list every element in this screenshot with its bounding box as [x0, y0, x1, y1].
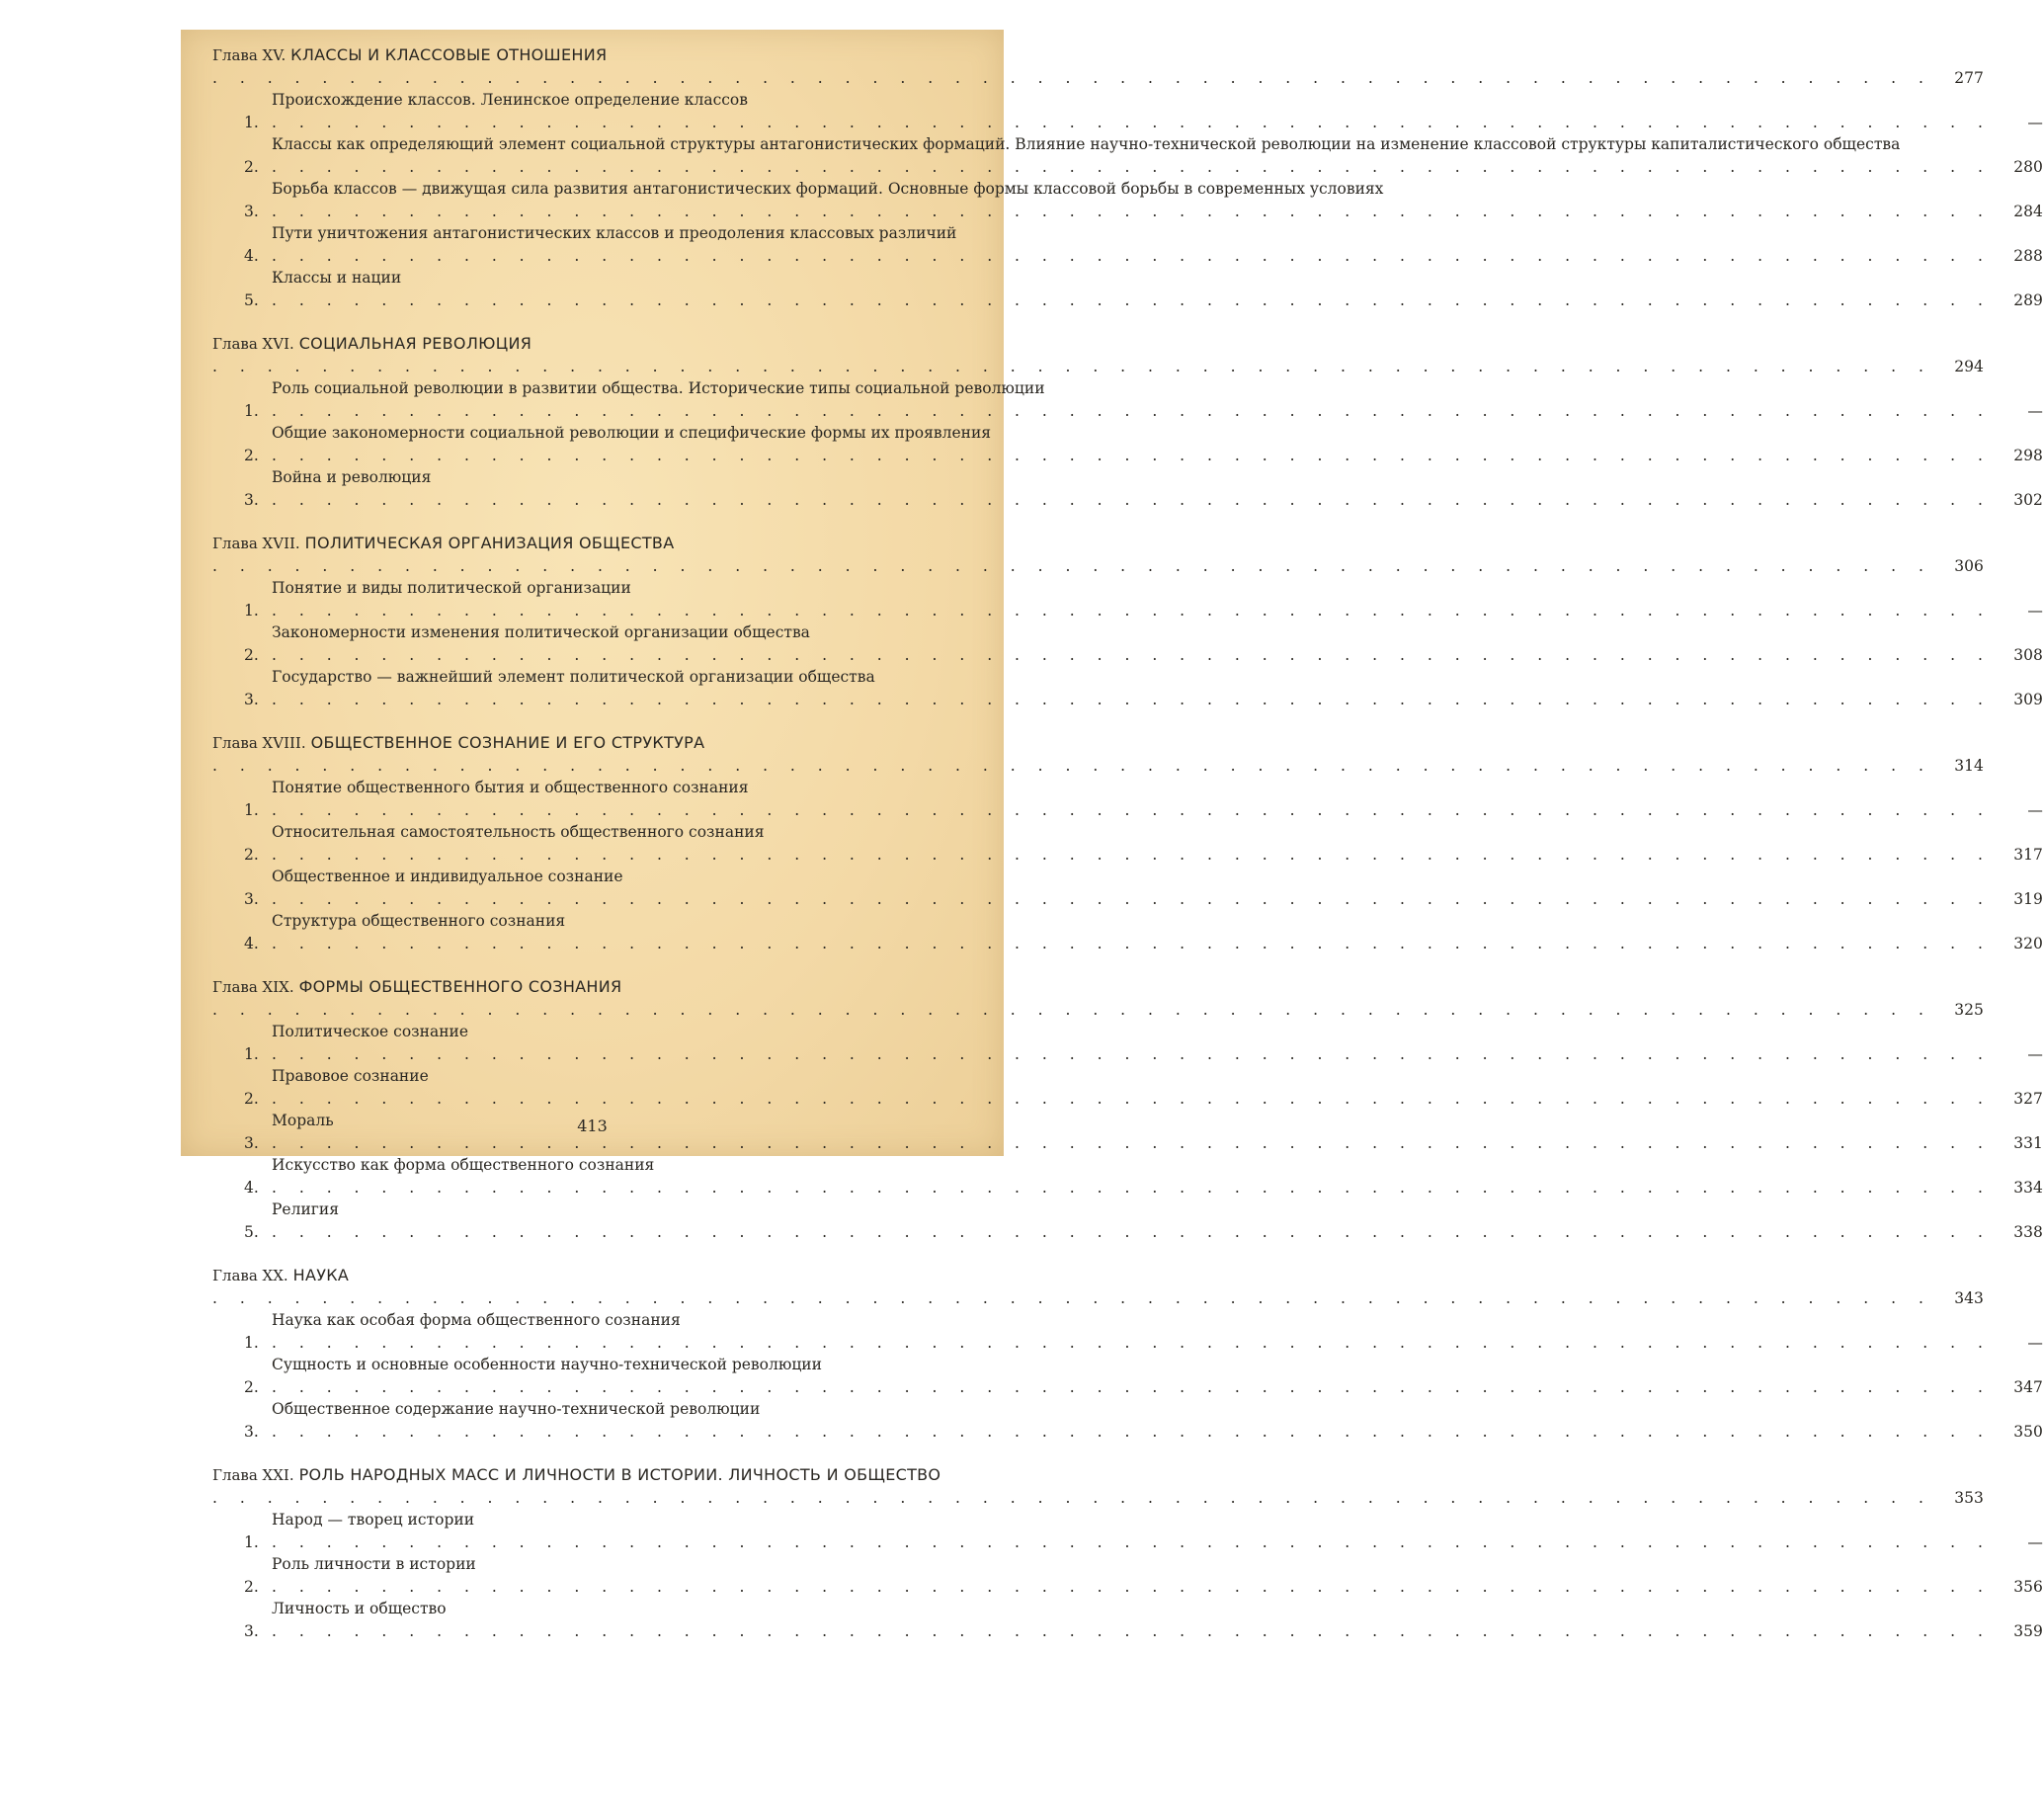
section-page: 338 [2013, 1222, 2043, 1241]
section-title-wrap [272, 1021, 1992, 1065]
leader-dots: . . . . . . . . . . . . . . . . . . . . . . . . . . . . . . . . . . . . . . . . . . . . . . . . . . . . . . . . . . . . . . . [272, 645, 1992, 664]
book-page [181, 30, 2043, 1640]
chapter-page: 306 [1954, 556, 1984, 575]
leader-dots: . . . . . . . . . . . . . . . . . . . . . . . . . . . . . . . . . . . . . . . . . . . . . . . . . . . . . . . . . . . . . . . [212, 556, 1932, 575]
toc-chapter [212, 533, 2043, 710]
section-title: Политическое сознание [272, 1023, 469, 1040]
section-title-wrap [272, 577, 1992, 621]
section-title: Народ — творец истории [272, 1511, 475, 1529]
leader-dots: . . . . . . . . . . . . . . . . . . . . . . . . . . . . . . . . . . . . . . . . . . . . . . . . . . . . . . . . . . . . . . . [272, 113, 1992, 131]
section-page: — [2027, 601, 2043, 620]
section-title: Искусство как форма общественного сознания [272, 1156, 655, 1174]
section-page: 298 [2013, 446, 2043, 464]
toc-section-row [212, 666, 2043, 710]
section-number: 2. [244, 1577, 259, 1596]
toc-chapter [212, 44, 2043, 311]
section-title-wrap [272, 1598, 1992, 1642]
leader-dots: . . . . . . . . . . . . . . . . . . . . . . . . . . . . . . . . . . . . . . . . . . . . . . . . . . . . . . . . . . . . . . . [212, 1000, 1932, 1019]
chapter-heading [212, 1464, 1932, 1509]
toc-section-row [212, 1021, 2043, 1065]
section-title-wrap [272, 422, 1992, 466]
chapter-name: КЛАССЫ И КЛАССОВЫЕ ОТНОШЕНИЯ [290, 45, 608, 64]
chapter-heading [212, 1265, 1932, 1309]
chapter-heading [212, 333, 1932, 377]
section-number: 4. [244, 246, 259, 265]
section-title: Роль социальной революции в развитии общества. Исторические типы социальной революции [272, 379, 1045, 397]
section-number: 4. [244, 934, 259, 952]
toc-section-row [212, 267, 2043, 311]
leader-dots: . . . . . . . . . . . . . . . . . . . . . . . . . . . . . . . . . . . . . . . . . . . . . . . . . . . . . . . . . . . . . . . [272, 601, 1992, 620]
toc-section-row [212, 1065, 2043, 1110]
chapter-label: Глава XV. [212, 46, 286, 64]
section-title-wrap [272, 267, 1992, 311]
chapter-name: ПОЛИТИЧЕСКАЯ ОРГАНИЗАЦИЯ ОБЩЕСТВА [304, 534, 675, 552]
section-number: 3. [244, 1422, 259, 1441]
section-number: 2. [244, 1089, 259, 1108]
section-number: 2. [244, 645, 259, 664]
section-title-wrap [272, 1553, 1992, 1598]
chapter-name: ФОРМЫ ОБЩЕСТВЕННОГО СОЗНАНИЯ [298, 977, 622, 996]
toc-chapter [212, 333, 2043, 511]
leader-dots: . . . . . . . . . . . . . . . . . . . . . . . . . . . . . . . . . . . . . . . . . . . . . . . . . . . . . . . . . . . . . . . [272, 202, 1992, 220]
section-title: Структура общественного сознания [272, 912, 566, 930]
section-title-wrap [272, 621, 1992, 666]
chapter-label: Глава XVII. [212, 535, 300, 552]
chapter-title-row [212, 333, 1984, 377]
toc-section-row [212, 866, 2043, 910]
leader-dots: . . . . . . . . . . . . . . . . . . . . . . . . . . . . . . . . . . . . . . . . . . . . . . . . . . . . . . . . . . . . . . . [212, 756, 1932, 775]
toc-section-row [212, 1398, 2043, 1443]
section-page: 308 [2013, 645, 2043, 664]
section-title-wrap [272, 1199, 1992, 1243]
leader-dots: . . . . . . . . . . . . . . . . . . . . . . . . . . . . . . . . . . . . . . . . . . . . . . . . . . . . . . . . . . . . . . . [272, 1044, 1992, 1063]
section-page: — [2027, 1532, 2043, 1551]
section-title: Наука как особая форма общественного сознания [272, 1311, 681, 1329]
section-title-wrap [272, 178, 1992, 222]
section-title: Правовое сознание [272, 1067, 429, 1085]
section-title-wrap [272, 821, 1992, 866]
section-number: 1. [244, 401, 259, 420]
section-number: 3. [244, 690, 259, 708]
section-page: 327 [2013, 1089, 2043, 1108]
section-title: Относительная самостоятельность общественного сознания [272, 823, 765, 841]
toc-section-row [212, 422, 2043, 466]
toc-section-row [212, 910, 2043, 954]
leader-dots: . . . . . . . . . . . . . . . . . . . . . . . . . . . . . . . . . . . . . . . . . . . . . . . . . . . . . . . . . . . . . . . [212, 1488, 1932, 1507]
toc-section-row [212, 621, 2043, 666]
section-number: 3. [244, 490, 259, 509]
section-page: 317 [2013, 845, 2043, 864]
toc-section-row [212, 1199, 2043, 1243]
leader-dots: . . . . . . . . . . . . . . . . . . . . . . . . . . . . . . . . . . . . . . . . . . . . . . . . . . . . . . . . . . . . . . . [272, 1377, 1992, 1396]
section-title-wrap [272, 910, 1992, 954]
section-number: 4. [244, 1178, 259, 1197]
section-title-wrap [272, 466, 1992, 511]
section-page: 350 [2013, 1422, 2043, 1441]
section-title: Закономерности изменения политической организации общества [272, 623, 810, 641]
leader-dots: . . . . . . . . . . . . . . . . . . . . . . . . . . . . . . . . . . . . . . . . . . . . . . . . . . . . . . . . . . . . . . . [272, 1178, 1992, 1197]
toc-chapter [212, 1265, 2043, 1443]
section-page: 302 [2013, 490, 2043, 509]
chapter-title-row [212, 533, 1984, 577]
section-page: — [2027, 800, 2043, 819]
leader-dots: . . . . . . . . . . . . . . . . . . . . . . . . . . . . . . . . . . . . . . . . . . . . . . . . . . . . . . . . . . . . . . . [272, 1422, 1992, 1441]
chapter-label: Глава XXI. [212, 1466, 294, 1484]
chapter-name: РОЛЬ НАРОДНЫХ МАСС И ЛИЧНОСТИ В ИСТОРИИ. ЛИЧНОСТЬ И ОБЩЕСТВО [298, 1465, 941, 1484]
leader-dots: . . . . . . . . . . . . . . . . . . . . . . . . . . . . . . . . . . . . . . . . . . . . . . . . . . . . . . . . . . . . . . . [272, 1577, 1992, 1596]
leader-dots: . . . . . . . . . . . . . . . . . . . . . . . . . . . . . . . . . . . . . . . . . . . . . . . . . . . . . . . . . . . . . . . [272, 157, 1992, 176]
toc-section-row [212, 89, 2043, 133]
section-title: Понятие общественного бытия и общественного сознания [272, 779, 749, 796]
chapter-title-row [212, 1265, 1984, 1309]
section-title-wrap [272, 1354, 1992, 1398]
leader-dots: . . . . . . . . . . . . . . . . . . . . . . . . . . . . . . . . . . . . . . . . . . . . . . . . . . . . . . . . . . . . . . . [272, 845, 1992, 864]
chapter-page: 325 [1954, 1000, 1984, 1019]
section-title-wrap [272, 1509, 1992, 1553]
section-title-wrap [272, 666, 1992, 710]
toc-section-row [212, 1509, 2043, 1553]
toc-section-row [212, 178, 2043, 222]
chapter-title-row [212, 44, 1984, 89]
leader-dots: . . . . . . . . . . . . . . . . . . . . . . . . . . . . . . . . . . . . . . . . . . . . . . . . . . . . . . . . . . . . . . . [272, 401, 1992, 420]
section-title: Общественное содержание научно-технической революции [272, 1400, 761, 1418]
section-title: Мораль [272, 1112, 334, 1129]
leader-dots: . . . . . . . . . . . . . . . . . . . . . . . . . . . . . . . . . . . . . . . . . . . . . . . . . . . . . . . . . . . . . . . [272, 889, 1992, 908]
section-title-wrap [272, 89, 1992, 133]
section-title: Пути уничтожения антагонистических классов и преодоления классовых различий [272, 224, 957, 242]
leader-dots: . . . . . . . . . . . . . . . . . . . . . . . . . . . . . . . . . . . . . . . . . . . . . . . . . . . . . . . . . . . . . . . [272, 1133, 1992, 1152]
chapter-label: Глава XIX. [212, 978, 294, 996]
table-of-contents [212, 44, 2043, 1664]
section-title: Общественное и индивидуальное сознание [272, 868, 623, 885]
section-number: 2. [244, 845, 259, 864]
section-title: Понятие и виды политической организации [272, 579, 631, 597]
chapter-heading [212, 533, 1932, 577]
section-number: 1. [244, 1532, 259, 1551]
leader-dots: . . . . . . . . . . . . . . . . . . . . . . . . . . . . . . . . . . . . . . . . . . . . . . . . . . . . . . . . . . . . . . . [272, 246, 1992, 265]
leader-dots: . . . . . . . . . . . . . . . . . . . . . . . . . . . . . . . . . . . . . . . . . . . . . . . . . . . . . . . . . . . . . . . [272, 800, 1992, 819]
toc-section-row [212, 1309, 2043, 1354]
section-number: 5. [244, 1222, 259, 1241]
toc-section-row [212, 466, 2043, 511]
section-number: 1. [244, 601, 259, 620]
toc-chapter [212, 976, 2043, 1243]
section-title-wrap [272, 777, 1992, 821]
section-number: 1. [244, 1333, 259, 1352]
chapter-heading [212, 732, 1932, 777]
section-page: 334 [2013, 1178, 2043, 1197]
section-number: 3. [244, 1621, 259, 1640]
section-number: 1. [244, 800, 259, 819]
section-title: Борьба классов — движущая сила развития антагонистических формаций. Основные формы классовой борьбы в современных условиях [272, 180, 1384, 198]
section-page: — [2027, 401, 2043, 420]
chapter-label: Глава XVIII. [212, 734, 306, 752]
section-title: Роль личности в истории [272, 1555, 476, 1573]
section-title: Сущность и основные особенности научно-технической революции [272, 1356, 822, 1373]
chapter-title-row [212, 976, 1984, 1021]
section-title: Религия [272, 1200, 340, 1218]
toc-section-row [212, 1354, 2043, 1398]
leader-dots: . . . . . . . . . . . . . . . . . . . . . . . . . . . . . . . . . . . . . . . . . . . . . . . . . . . . . . . . . . . . . . . [272, 1089, 1992, 1108]
section-number: 3. [244, 202, 259, 220]
section-title-wrap [272, 1309, 1992, 1354]
leader-dots: . . . . . . . . . . . . . . . . . . . . . . . . . . . . . . . . . . . . . . . . . . . . . . . . . . . . . . . . . . . . . . . [272, 1621, 1992, 1640]
section-number: 5. [244, 290, 259, 309]
leader-dots: . . . . . . . . . . . . . . . . . . . . . . . . . . . . . . . . . . . . . . . . . . . . . . . . . . . . . . . . . . . . . . . [212, 357, 1932, 375]
section-page: 284 [2013, 202, 2043, 220]
section-page: 356 [2013, 1577, 2043, 1596]
leader-dots: . . . . . . . . . . . . . . . . . . . . . . . . . . . . . . . . . . . . . . . . . . . . . . . . . . . . . . . . . . . . . . . [272, 446, 1992, 464]
section-number: 3. [244, 1133, 259, 1152]
section-page: 319 [2013, 889, 2043, 908]
toc-section-row [212, 377, 2043, 422]
section-page: 320 [2013, 934, 2043, 952]
leader-dots: . . . . . . . . . . . . . . . . . . . . . . . . . . . . . . . . . . . . . . . . . . . . . . . . . . . . . . . . . . . . . . . [272, 1333, 1992, 1352]
chapter-page: 353 [1954, 1488, 1984, 1507]
section-title-wrap [272, 222, 1992, 267]
section-title: Классы и нации [272, 269, 402, 287]
toc-chapter [212, 1464, 2043, 1642]
toc-section-row [212, 1154, 2043, 1199]
chapter-label: Глава XX. [212, 1267, 288, 1284]
section-page: — [2027, 1044, 2043, 1063]
chapter-page: 314 [1954, 756, 1984, 775]
leader-dots: . . . . . . . . . . . . . . . . . . . . . . . . . . . . . . . . . . . . . . . . . . . . . . . . . . . . . . . . . . . . . . . [272, 1532, 1992, 1551]
section-number: 2. [244, 446, 259, 464]
toc-section-row [212, 133, 2043, 178]
page-number: 413 [577, 1117, 608, 1135]
leader-dots: . . . . . . . . . . . . . . . . . . . . . . . . . . . . . . . . . . . . . . . . . . . . . . . . . . . . . . . . . . . . . . . [272, 1222, 1992, 1241]
section-page: 280 [2013, 157, 2043, 176]
leader-dots: . . . . . . . . . . . . . . . . . . . . . . . . . . . . . . . . . . . . . . . . . . . . . . . . . . . . . . . . . . . . . . . [272, 490, 1992, 509]
section-number: 1. [244, 1044, 259, 1063]
toc-section-row [212, 577, 2043, 621]
toc-section-row [212, 777, 2043, 821]
section-title: Государство — важнейший элемент политической организации общества [272, 668, 875, 686]
section-title: Происхождение классов. Ленинское определение классов [272, 91, 748, 109]
chapter-page: 343 [1954, 1288, 1984, 1307]
toc-section-row [212, 1553, 2043, 1598]
leader-dots: . . . . . . . . . . . . . . . . . . . . . . . . . . . . . . . . . . . . . . . . . . . . . . . . . . . . . . . . . . . . . . . [212, 1288, 1932, 1307]
chapter-heading [212, 976, 1932, 1021]
chapter-title-row [212, 1464, 1984, 1509]
chapter-title-row [212, 732, 1984, 777]
section-title-wrap [272, 133, 1992, 178]
section-title-wrap [272, 377, 1992, 422]
section-title-wrap [272, 866, 1992, 910]
chapter-heading [212, 44, 1932, 89]
toc-section-row [212, 222, 2043, 267]
section-page: — [2027, 1333, 2043, 1352]
section-title-wrap [272, 1398, 1992, 1443]
section-page: 331 [2013, 1133, 2043, 1152]
chapter-label: Глава XVI. [212, 335, 294, 353]
chapter-page: 294 [1954, 357, 1984, 375]
section-page: 347 [2013, 1377, 2043, 1396]
section-title-wrap [272, 1154, 1992, 1199]
section-title: Классы как определяющий элемент социальной структуры антагонистических формаций. Влияние научно-технической революции на изменение классовой структуры капиталистического общества [272, 135, 1901, 153]
section-page: 309 [2013, 690, 2043, 708]
chapter-name: ОБЩЕСТВЕННОЕ СОЗНАНИЕ И ЕГО СТРУКТУРА [310, 733, 705, 752]
chapter-name: НАУКА [292, 1266, 350, 1284]
section-title: Общие закономерности социальной революции и специфические формы их проявления [272, 424, 992, 442]
section-number: 2. [244, 157, 259, 176]
chapter-name: СОЦИАЛЬНАЯ РЕВОЛЮЦИЯ [298, 334, 532, 353]
section-number: 1. [244, 113, 259, 131]
section-number: 2. [244, 1377, 259, 1396]
toc-chapter [212, 732, 2043, 954]
leader-dots: . . . . . . . . . . . . . . . . . . . . . . . . . . . . . . . . . . . . . . . . . . . . . . . . . . . . . . . . . . . . . . . [272, 934, 1992, 952]
leader-dots: . . . . . . . . . . . . . . . . . . . . . . . . . . . . . . . . . . . . . . . . . . . . . . . . . . . . . . . . . . . . . . . [272, 690, 1992, 708]
section-title: Личность и общество [272, 1600, 447, 1617]
section-number: 3. [244, 889, 259, 908]
section-title-wrap [272, 1065, 1992, 1110]
chapter-page: 277 [1954, 68, 1984, 87]
section-page: 359 [2013, 1621, 2043, 1640]
leader-dots: . . . . . . . . . . . . . . . . . . . . . . . . . . . . . . . . . . . . . . . . . . . . . . . . . . . . . . . . . . . . . . . [212, 68, 1932, 87]
section-page: 288 [2013, 246, 2043, 265]
section-page: — [2027, 113, 2043, 131]
section-page: 289 [2013, 290, 2043, 309]
leader-dots: . . . . . . . . . . . . . . . . . . . . . . . . . . . . . . . . . . . . . . . . . . . . . . . . . . . . . . . . . . . . . . . [272, 290, 1992, 309]
toc-section-row [212, 821, 2043, 866]
toc-section-row [212, 1598, 2043, 1642]
section-title: Война и революция [272, 468, 432, 486]
